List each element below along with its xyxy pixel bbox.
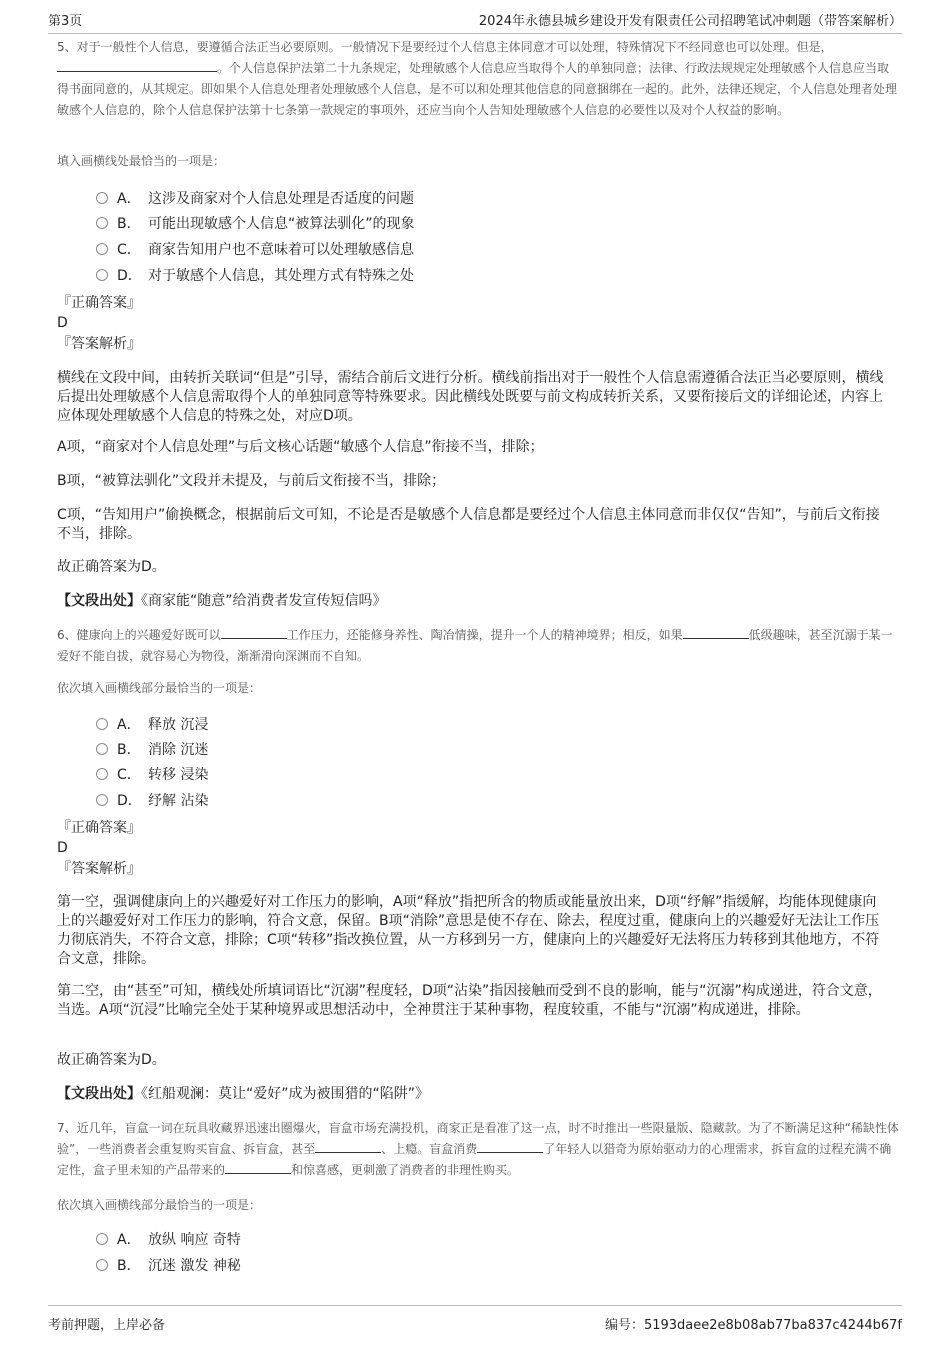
- q7-blank-2: [477, 1140, 543, 1153]
- option-text: 可能出现敏感个人信息“被算法驯化”的现象: [148, 216, 415, 232]
- q6-answer-label: 『正确答案』: [57, 820, 141, 836]
- option-text: 释放 沉浸: [148, 717, 209, 733]
- q7-stem-part-b: 、上瘾。盲盒消费: [381, 1142, 478, 1156]
- source-title: 《红船观澜：莫让“爱好”成为被围猎的“陷阱”》: [141, 1086, 430, 1102]
- q7-option-a[interactable]: [96, 1228, 241, 1252]
- q6-stem-part-c: 低级趣味，甚至沉溺于某一爱好不能自拔，就容易心为物役，渐渐滑向深渊而不自知。: [57, 628, 893, 663]
- q6-analysis-label: 『答案解析』: [57, 861, 141, 877]
- q7-option-b[interactable]: [96, 1254, 241, 1278]
- q5-stem-part-a: 5、对于一般性个人信息，要遵循合法正当必要原则。一般情况下是要经过个人信息主体同意才可以处理，特殊情况下不经同意也可以处理。但是，: [57, 40, 833, 54]
- q5-option-c[interactable]: [96, 238, 414, 262]
- radio-icon[interactable]: [96, 243, 108, 255]
- option-letter: C．: [117, 767, 141, 783]
- q7-blank-3: [225, 1161, 291, 1174]
- q5-analysis-paragraph: 横线在文段中间，由转折关联词“但是”引导，需结合前后文进行分析。横线前指出对于一般性个人信息需遵循合法正当必要原则，横线后提出处理敏感个人信息需取得个人的单独同意等特殊要求。因此横线处既要与前文构成转折关系，又要衔接后文的详细论述，内容上应体现处理敏感个人信息的特殊之处，对应D项。: [57, 370, 884, 424]
- page-footer: [0, 1305, 950, 1345]
- option-letter: B．: [117, 742, 141, 758]
- q7-stem: [57, 1118, 900, 1181]
- q6-option-c[interactable]: [96, 763, 208, 787]
- q6-prompt: 依次填入画横线部分最恰当的一项是：: [57, 681, 262, 695]
- option-text: 转移 浸染: [148, 767, 209, 783]
- q7-prompt: 依次填入画横线部分最恰当的一项是：: [57, 1198, 262, 1212]
- q6-blank-1: [221, 626, 287, 639]
- radio-icon[interactable]: [96, 768, 108, 780]
- document-title: 2024年永德县城乡建设开发有限责任公司招聘笔试冲刺题（带答案解析）: [478, 14, 902, 29]
- radio-icon[interactable]: [96, 217, 108, 229]
- q5-option-d[interactable]: [96, 264, 414, 288]
- q6-source: [57, 1084, 429, 1104]
- radio-icon[interactable]: [96, 1233, 108, 1245]
- q6-stem: [57, 625, 900, 667]
- q5-option-a[interactable]: [96, 187, 414, 211]
- radio-icon[interactable]: [96, 269, 108, 281]
- option-letter: B．: [117, 1258, 141, 1274]
- option-letter: A．: [117, 717, 141, 733]
- q6-analysis-paragraph: 第二空，由“甚至”可知，横线处所填词语比“沉溺”程度轻，D项“沾染”指因接触而受到不良的影响，能与“沉溺”构成递进，符合文意，当选。A项“沉浸”比喻完全处于某种境界或思想活动中，全神贯注于某种事物，程度较重，不能与“沉溺”构成递进，排除。: [57, 983, 882, 1018]
- q7-stem-part-c: 了年轻人以猎奇为原始驱动力的心理需求，拆盲盒的过程充满不确定性，盒子里未知的产品带来的: [57, 1142, 892, 1177]
- q5-analysis-paragraph: A项，“商家对个人信息处理”与后文核心话题“敏感个人信息”衔接不当，排除；: [57, 439, 544, 455]
- q7-stem-part-d: 和惊喜感，更刺激了消费者的非理性购买。: [291, 1163, 520, 1177]
- q5-analysis-paragraph: B项，“被算法驯化”文段并未提及，与前后文衔接不当，排除；: [57, 473, 446, 489]
- q5-analysis-label: 『答案解析』: [57, 336, 141, 352]
- q5-stem-part-b: 。个人信息保护法第二十九条规定，处理敏感个人信息应当取得个人的单独同意；法律、行政法规规定处理敏感个人信息应当取得书面同意的，从其规定。即如果个人信息处理者处理敏感个人信息，是不可以和处理其他信息的同意捆绑在一起的。此外，法律还规定，个人信息处理者处理敏感个人信息的，除个人信息保护法第十七条第一款规定的事项外，还应当向个人告知处理敏感个人信息的必要性以及对个人权益的影响。: [57, 61, 898, 117]
- footer-slogan: 考前押题，上岸必备: [48, 1318, 166, 1333]
- q5-source: [57, 591, 387, 611]
- option-text: 消除 沉迷: [148, 742, 209, 758]
- q6-option-a[interactable]: [96, 713, 208, 737]
- option-text: 纾解 沾染: [148, 793, 209, 809]
- q6-stem-part-b: 工作压力，还能修身养性、陶冶情操，提升一个人的精神境界；相反，如果: [286, 628, 683, 642]
- q6-option-d[interactable]: [96, 789, 208, 813]
- source-label: 【文段出处】: [57, 1086, 141, 1102]
- q7-stem-part-a: 7、近几年，盲盒一词在玩具收藏界迅速出圈爆火，盲盒市场充满投机，商家正是看准了这一点，时不时推出一些限量版、隐藏款。为了不断满足这种“稀缺性体验”，一些消费者会重复购买盲盒、拆盲盒，甚至: [57, 1121, 899, 1156]
- option-text: 放纵 响应 奇特: [148, 1232, 241, 1248]
- q6-analysis-paragraph: 故正确答案为D。: [57, 1052, 166, 1068]
- q5-answer: D: [57, 315, 68, 331]
- q6-answer: D: [57, 840, 68, 856]
- q5-answer-label: 『正确答案』: [57, 295, 141, 311]
- page-number: 第3页: [48, 14, 83, 29]
- q7-blank-1: [315, 1140, 381, 1153]
- radio-icon[interactable]: [96, 1259, 108, 1271]
- option-text: 这涉及商家对个人信息处理是否适度的问题: [148, 191, 414, 207]
- q5-analysis-paragraph: C项，“告知用户”偷换概念，根据前后文可知，不论是否是敏感个人信息都是要经过个人信息主体同意而非仅仅“告知”，与前后文衔接不当，排除。: [57, 507, 880, 542]
- option-text: 对于敏感个人信息，其处理方式有特殊之处: [148, 268, 414, 284]
- q5-prompt: 填入画横线处最恰当的一项是：: [57, 154, 226, 168]
- source-title: 《商家能“随意”给消费者发宣传短信吗》: [141, 593, 387, 609]
- q6-option-b[interactable]: [96, 738, 208, 762]
- source-label: 【文段出处】: [57, 593, 141, 609]
- option-letter: A．: [117, 191, 141, 207]
- option-letter: C．: [117, 242, 141, 258]
- q6-analysis-paragraph: 第一空，强调健康向上的兴趣爱好对工作压力的影响，A项“释放”指把所含的物质或能量放出来，D项“纾解”指缓解，均能体现健康向上的兴趣爱好对工作压力的影响，符合文意，保留。B项“消除”意思是使不存在、除去，程度过重，健康向上的兴趣爱好无法让工作压力彻底消失，不符合文意，排除；C项“转移”指改换位置，从一方移到另一方，健康向上的兴趣爱好无法将压力转移到其他地方，不符合文意，排除。: [57, 894, 880, 967]
- radio-icon[interactable]: [96, 192, 108, 204]
- radio-icon[interactable]: [96, 718, 108, 730]
- option-text: 沉迷 激发 神秘: [148, 1258, 241, 1274]
- q6-stem-part-a: 6、健康向上的兴趣爱好既可以: [57, 628, 221, 642]
- q6-blank-2: [683, 626, 749, 639]
- q5-blank: [57, 59, 217, 72]
- q5-analysis-paragraph: 故正确答案为D。: [57, 559, 166, 575]
- option-letter: D．: [117, 793, 142, 809]
- option-letter: A．: [117, 1232, 141, 1248]
- radio-icon[interactable]: [96, 743, 108, 755]
- option-letter: D．: [117, 268, 142, 284]
- option-letter: B．: [117, 216, 141, 232]
- option-text: 商家告知用户也不意味着可以处理敏感信息: [148, 242, 414, 258]
- radio-icon[interactable]: [96, 794, 108, 806]
- footer-divider: [48, 1305, 902, 1306]
- q5-option-b[interactable]: [96, 212, 415, 236]
- document-code: 编号：5193daee2e8b08ab77ba837c4244b67f: [604, 1318, 902, 1333]
- q5-stem: [57, 37, 900, 121]
